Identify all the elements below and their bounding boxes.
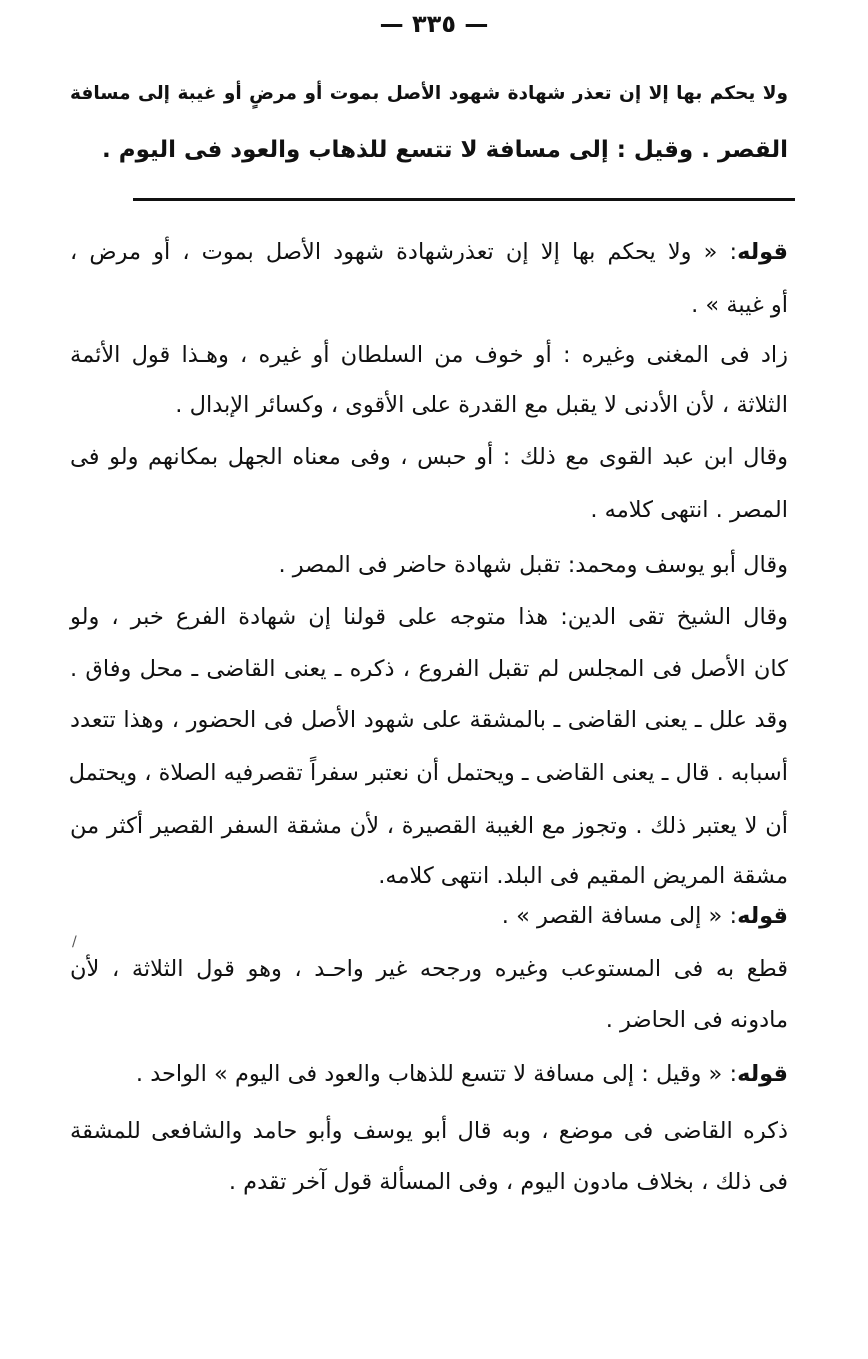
commentary-text: وقال الشيخ تقى الدين: هذا متوجه على قولنا إن شهادة الفرع خبر ، ولو [70,604,788,630]
commentary-line [70,1000,788,1040]
commentary-text: ذكره القاضى فى موضع ، وبه قال أبو يوسف وأبو حامد والشافعى للمشقة [70,1118,788,1144]
commentary-line [70,649,788,689]
commentary-text: أن لا يعتبر ذلك . وتجوز مع الغيبة القصيرة ، لأن مشقة السفر القصير أكثر من [70,813,788,839]
commentary-line [70,896,788,936]
commentary-text: الثلاثة ، لأن الأدنى لا يقبل مع القدرة على الأقوى ، وكسائر الإبدال . [175,392,788,418]
commentary-text: مادونه فى الحاضر . [605,1007,788,1033]
commentary-line [70,597,788,637]
commentary-text: وقال ابن عبد القوى مع ذلك : أو حبس ، وفى معناه الجهل بمكانهم ولو فى [70,444,788,470]
margin-mark: / [72,934,77,950]
commentary-line [70,753,788,793]
commentary-line [70,949,788,989]
main-text-line: القصر . وقيل : إلى مسافة لا تتسع للذهاب والعود فى اليوم . [102,137,788,163]
commentary-line [70,490,788,530]
commentary-line [70,385,788,425]
section-divider [133,198,795,201]
commentary-text: : « ولا يحكم بها إلا إن تعذرشهادة شهود الأصل بموت ، أو مرض ، [70,239,738,265]
commentary-line [70,1162,788,1202]
commentary-line [70,285,788,325]
commentary-text: أو غيبة » . [691,292,788,318]
main-text-line: ولا يحكم بها إلا إن تعذر شهادة شهود الأصل بموت أو مرضٍ أو غيبة إلى مسافة [70,83,788,104]
commentary-text: المصر . انتهى كلامه . [590,497,788,523]
commentary-line [70,856,788,896]
commentary-line [70,545,788,585]
commentary-text: كان الأصل فى المجلس لم تقبل الفروع ، ذكره ـ يعنى القاضى ـ محل وفاق . [70,656,788,682]
commentary-text: وقال أبو يوسف ومحمد: تقبل شهادة حاضر فى المصر . [278,552,788,578]
commentary-text: قطع به فى المستوعب وغيره ورجحه غير واحـد ، وهو قول الثلاثة ، لأن [70,956,788,982]
commentary-line [70,1054,788,1094]
commentary-text: زاد فى المغنى وغيره : أو خوف من السلطان أو غيره ، وهـذا قول الأئمة [70,342,788,368]
commentary-text: : « إلى مسافة القصر » . [501,903,738,929]
commentary-line [70,1111,788,1151]
commentary-text: فى ذلك ، بخلاف مادون اليوم ، وفى المسألة قول آخر تقدم . [228,1169,788,1195]
commentary-line [70,806,788,846]
page-number: — ٣٣٥ — [379,10,489,38]
commentary-line [70,335,788,375]
commentary-text: : « وقيل : إلى مسافة لا تتسع للذهاب والعود فى اليوم » الواحد . [135,1061,738,1087]
commentary-line [70,700,788,740]
commentary-line [70,232,788,272]
quote-label: قوله [737,903,788,929]
quote-label: قوله [737,1061,788,1087]
commentary-text: مشقة المريض المقيم فى البلد. انتهى كلامه. [378,863,788,889]
commentary-text: وقد علل ـ يعنى القاضى ـ بالمشقة على شهود الأصل فى الحضور ، وهذا تتعدد [70,707,788,733]
commentary-line [70,437,788,477]
quote-label: قوله [737,239,788,265]
commentary-text: أسبابه . قال ـ يعنى القاضى ـ ويحتمل أن نعتبر سفراً تقصرفيه الصلاة ، ويحتمل [68,760,788,786]
